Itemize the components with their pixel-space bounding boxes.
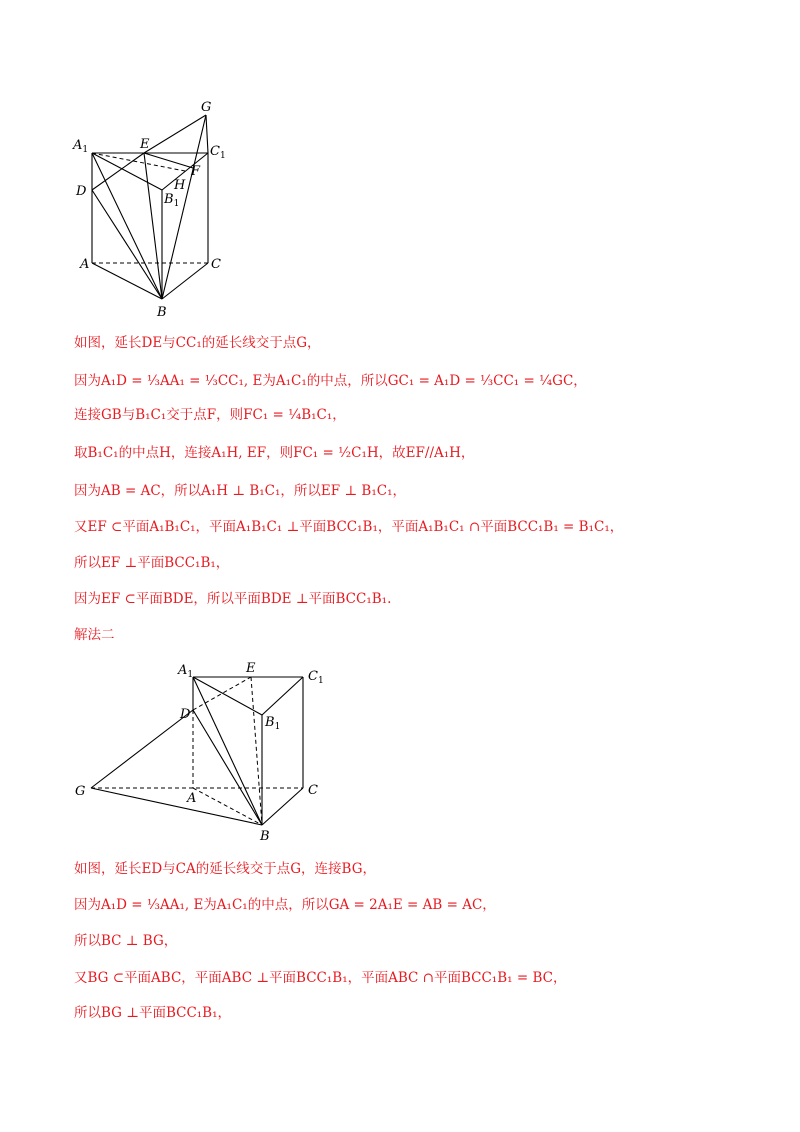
line-db xyxy=(193,710,262,825)
label-b1: $B_1$ xyxy=(164,192,180,209)
line-gb xyxy=(91,788,262,825)
text-line-11: 因为A₁D = ¹⁄₃AA₁, E为A₁C₁的中点，所以GA = 2A₁E = AB = AC， xyxy=(74,897,496,913)
text-line-10: 如图，延长ED与CA的延长线交于点G，连接BG， xyxy=(74,861,376,877)
label-f: F xyxy=(191,164,201,179)
line-c1g xyxy=(206,115,208,153)
edge-a1b1 xyxy=(92,153,162,190)
line-de xyxy=(92,153,144,190)
label-c: C xyxy=(211,257,221,272)
edge-b1c1 xyxy=(262,677,303,715)
label-c1: $C_1$ xyxy=(308,669,324,686)
figure-2-prism xyxy=(70,655,340,845)
label-a1: $A_1$ xyxy=(178,663,194,680)
edge-ab-hidden xyxy=(193,788,262,825)
edge-bc xyxy=(262,788,303,825)
text-line-8: 因为EF ⊂平面BDE，所以平面BDE ⊥平面BCC₁B₁. xyxy=(74,591,392,607)
label-b: B xyxy=(157,305,167,320)
text-line-13: 又BG ⊂平面ABC，平面ABC ⊥平面BCC₁B₁，平面ABC ∩平面BCC₁B₁ = BC， xyxy=(74,970,567,986)
label-e: E xyxy=(140,137,150,152)
text-line-4: 取B₁C₁的中点H，连接A₁H, EF，则FC₁ = ¹⁄₂C₁H，故EF//A₁H， xyxy=(74,445,475,461)
text-line-5: 因为AB = AC，所以A₁H ⊥ B₁C₁，所以EF ⊥ B₁C₁， xyxy=(74,483,407,499)
line-a1h-hidden xyxy=(92,153,185,171)
edge-ab xyxy=(92,263,162,299)
text-line-6: 又EF ⊂平面A₁B₁C₁，平面A₁B₁C₁ ⊥平面BCC₁B₁，平面A₁B₁C₁ ∩平面BCC₁B₁ = B₁C₁， xyxy=(74,519,624,535)
line-a1b xyxy=(92,153,162,299)
line-db xyxy=(92,190,162,299)
label-g: G xyxy=(75,784,86,799)
label-h: H xyxy=(174,178,186,193)
label-a: A xyxy=(80,257,90,272)
line-eb xyxy=(144,153,162,299)
text-line-1: 如图，延长DE与CC₁的延长线交于点G， xyxy=(74,335,321,351)
label-c: C xyxy=(308,783,318,798)
label-e: E xyxy=(246,661,256,676)
label-g: G xyxy=(201,100,212,115)
label-c1: $C_1$ xyxy=(210,144,226,161)
line-ef xyxy=(144,153,193,168)
line-gd xyxy=(91,710,193,788)
label-d: D xyxy=(180,707,191,722)
line-a1b xyxy=(193,677,262,825)
edge-a1b1 xyxy=(193,677,262,715)
line-eg xyxy=(144,115,206,153)
text-line-3: 连接GB与B₁C₁交于点F，则FC₁ = ¹⁄₄B₁C₁， xyxy=(74,407,346,423)
line-eb-hidden xyxy=(251,677,262,825)
label-b: B xyxy=(260,829,270,844)
figure-2-svg xyxy=(70,655,340,845)
label-b1: $B_1$ xyxy=(265,715,281,732)
label-d: D xyxy=(76,184,87,199)
text-line-14: 所以BG ⊥平面BCC₁B₁， xyxy=(74,1005,232,1021)
line-gb xyxy=(162,115,206,299)
figure-1-prism xyxy=(70,95,240,320)
label-a1: $A_1$ xyxy=(73,138,89,155)
text-line-12: 所以BC ⊥ BG， xyxy=(74,933,178,949)
label-a: A xyxy=(187,791,197,806)
section-heading-method-2: 解法二 xyxy=(74,627,115,643)
figure-1-svg xyxy=(70,95,240,320)
text-line-2: 因为A₁D = ¹⁄₃AA₁ = ¹⁄₃CC₁, E为A₁C₁的中点，所以GC₁ = A₁D = ¹⁄₃CC₁ = ¹⁄₄GC， xyxy=(74,373,587,389)
text-line-7: 所以EF ⊥平面BCC₁B₁， xyxy=(74,555,230,571)
